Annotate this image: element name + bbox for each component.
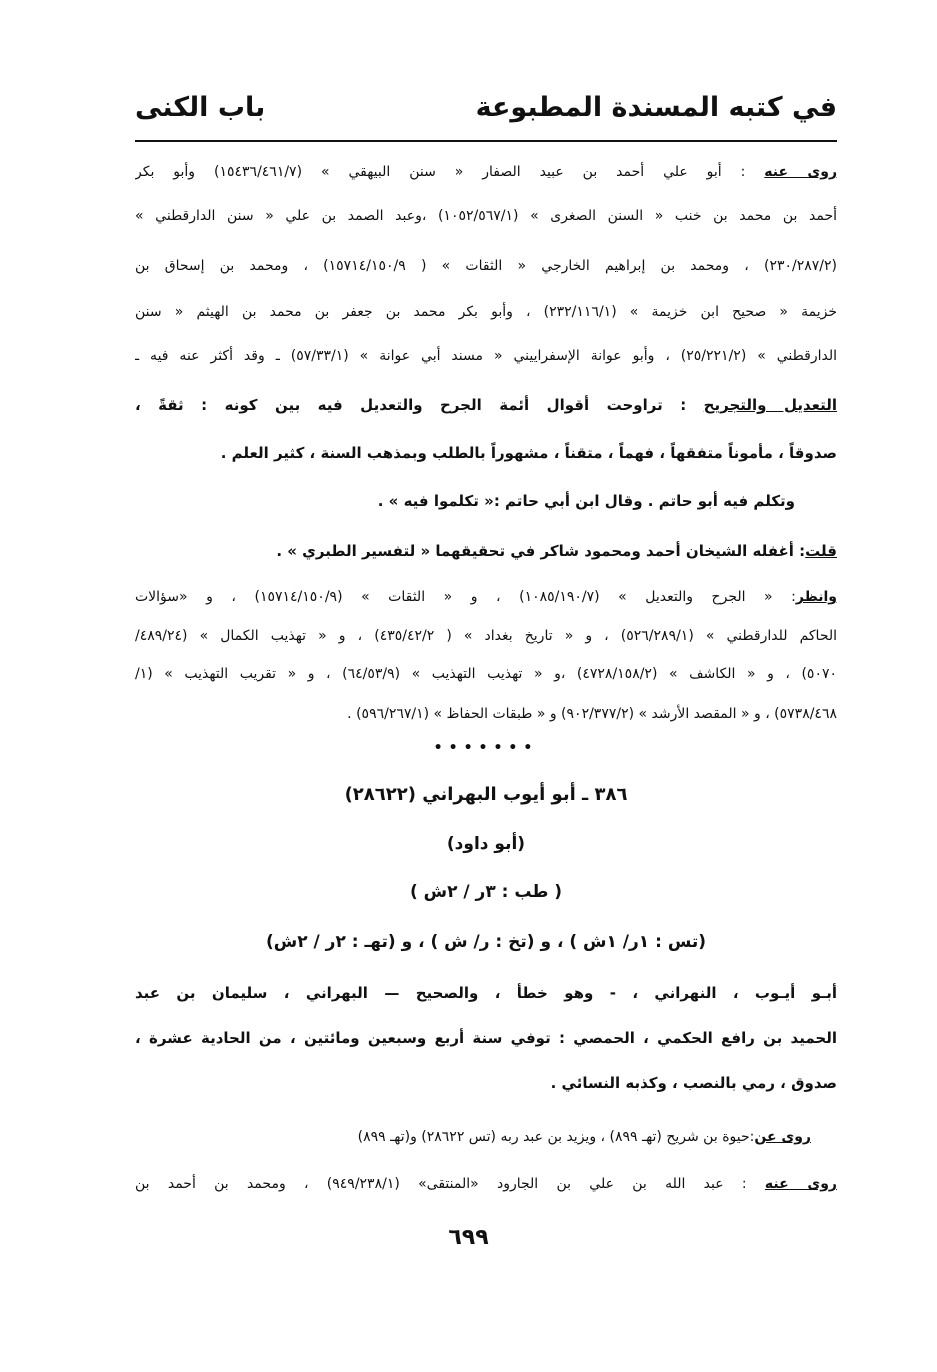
- text-line: وتكلم فيه أبو حاتم . وقال ابن أبي حاتم :« تكلموا فيه » .: [377, 492, 795, 510]
- text-line: التعديل والتجريح : تراوحت أقوال أئمة الجرح والتعديل فيه بين كونه : ثقةً ،: [135, 396, 837, 414]
- text-line: روى عنه : أبو علي أحمد بن عبيد الصفار « سنن البيهقي » (١٥٤٣٦/٤٦١/٧) وأبو بكر: [135, 164, 837, 180]
- entry-heading: ٣٨٦ ـ أبو أيوب البهراني (٢٨٦٢٢): [344, 784, 628, 805]
- text-line: أبـو أيـوب ، النهراني ، - وهو خطأ ، والصحيح — البهراني ، سليمان بن عبد: [135, 984, 837, 1002]
- text-line: صدوق ، رمي بالنصب ، وكذبه النسائي .: [550, 1074, 837, 1092]
- text-line: روى عنه : عبد الله بن علي بن الجارود «المنتقى» (٩٤٩/٢٣٨/١) ، ومحمد بن أحمد بن: [135, 1176, 837, 1192]
- text-line: صدوقاً ، مأموناً متفقهاً ، فهماً ، متقناً ، مشهوراً بالطلب وبمذهب السنة ، كثير العلم .: [220, 444, 837, 462]
- text-line: الحميد بن رافع الحكمي ، الحمصي : توفي سنة أربع وسبعين ومائتين ، من الحادية عشرة ،: [135, 1029, 837, 1047]
- entry-source: (أبو داود): [446, 834, 526, 854]
- section-separator: •••••••: [433, 740, 539, 756]
- entry-tabaqa: ( طب : ٣ر / ٢ش ): [409, 882, 563, 902]
- text-line: الدارقطني » (٢٥/٢٢١/٢) ، وأبو عوانة الإسفراييني « مسند أبي عوانة » (٥٧/٣٣/١) ـ وقد أكثر عنه فيه ـ: [135, 348, 837, 364]
- text-line: الحاكم للدارقطني » (٥٢٦/٢٨٩/١) ، و « تاريخ بغداد » ( ٤٣٥/٤٢/٢) ، و « تهذيب الكمال » (٤٨٩/٢٤/: [135, 628, 837, 644]
- text-line: أحمد بن محمد بن خنب « السنن الصغرى » (١٠٥٢/٥٦٧/١) ،وعبد الصمد بن علي « سنن الدارقطني »: [135, 208, 837, 224]
- text-line: خزيمة « صحيح ابن خزيمة » (٢٣٢/١١٦/١) ، وأبو بكر محمد بن جعفر بن محمد بن الهيثم « سنن: [135, 304, 837, 320]
- page-number: ٦٩٩: [448, 1225, 489, 1250]
- page-header: [135, 92, 837, 138]
- text-line: وانظر: « الجرح والتعديل » (١٠٨٥/١٩٠/٧) ، و « الثقات » (١٥٧١٤/١٥٠/٩) ، و «سؤالات: [135, 589, 837, 605]
- text-line: ٥٠٧٠) ، و « الكاشف » (٤٧٢٨/١٥٨/٢) ،و « تهذيب التهذيب » (٦٤/٥٣/٩) ، و « تقريب التهذيب » (١/: [135, 666, 837, 682]
- header-rule: [135, 140, 837, 142]
- text-line: قلت: أغفله الشيخان أحمد ومحمود شاكر في تحقيقهما « لتفسير الطبري » .: [276, 542, 837, 560]
- entry-symbols: (تس : ١ر/ ١ش ) ، و (تخ : ر/ ش ) ، و (تهـ : ٢ر / ٢ش): [265, 932, 707, 952]
- running-title-right: في كتبه المسندة المطبوعة: [475, 92, 837, 123]
- text-line: ٥٧٣٨/٤٦٨) ، و « المقصد الأرشد » (٩٠٢/٣٧٧/٢) و « طبقات الحفاظ » (٥٩٦/٢٦٧/١) .: [347, 706, 837, 722]
- text-line: (٢٣٠/٢٨٧/٢) ، ومحمد بن إبراهيم الخارجي « الثقات » ( ١٥٧١٤/١٥٠/٩) ، ومحمد بن إسحاق بن: [135, 258, 837, 274]
- running-title-left: باب الكنى: [135, 92, 266, 123]
- text-line: روى عن:حيوة بن شريح (تهـ ٨٩٩) ، ويزيد بن عبد ربه (تس ٢٨٦٢٢) و(تهـ ٨٩٩): [357, 1129, 811, 1145]
